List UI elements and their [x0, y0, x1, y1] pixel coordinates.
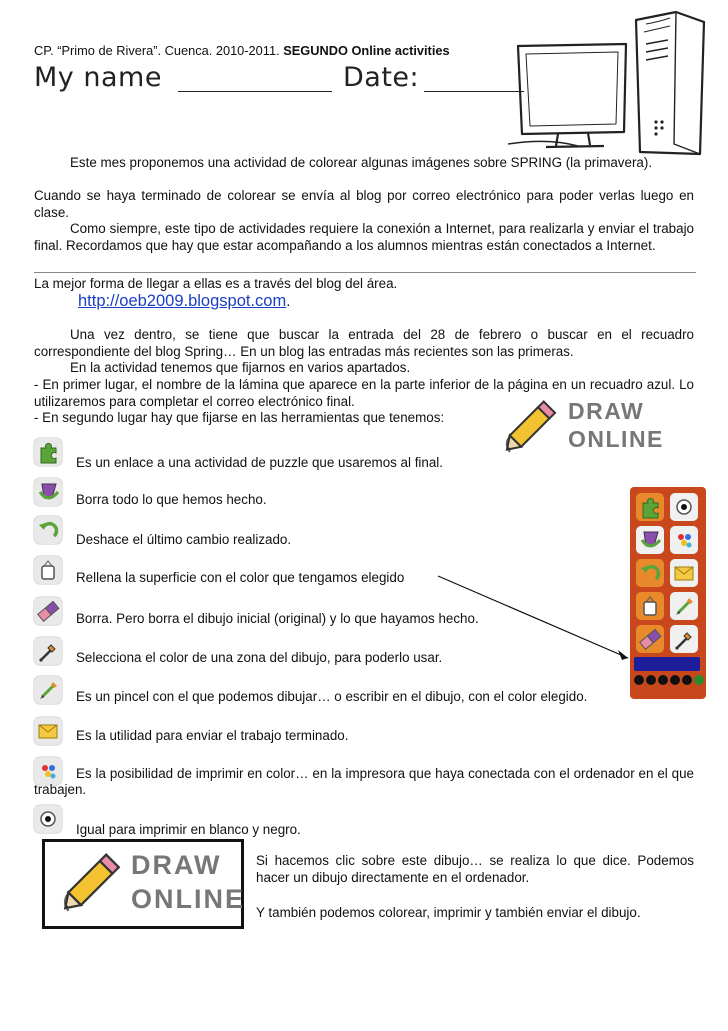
- access-text: La mejor forma de llegar a ellas es a través del blog del área.: [34, 276, 398, 291]
- intro-paragraph-1: Este mes proponemos una actividad de colorear algunas imágenes sobre SPRING (la primavera).: [70, 155, 653, 170]
- intro-paragraph-2: Cuando se haya terminado de colorear se envía al blog por correo electrónico para poder verlas luego en clase.: [34, 188, 694, 220]
- school-info: CP. “Primo de Rivera”. Cuenca. 2010-2011.: [34, 43, 280, 58]
- date-label: Date:: [343, 62, 420, 93]
- name-line: [178, 91, 332, 92]
- page-header: [34, 43, 450, 60]
- tool-description: Selecciona el color de una zona del dibujo, para poderlo usar.: [76, 650, 443, 665]
- brush-icon: [34, 676, 62, 704]
- activity-title: SEGUNDO Online activities: [283, 43, 450, 58]
- undo-icon: [34, 516, 62, 544]
- tool-description: Borra. Pero borra el dibujo inicial (original) y lo que hayamos hecho.: [76, 611, 479, 626]
- instructions-paragraph-1: Una vez dentro, se tiene que buscar la entrada del 28 de febrero o buscar en el recuadro correspondiente del blog Spring… En un blog las entradas más recientes son las primeras.: [34, 327, 694, 359]
- panel-eraser-icon[interactable]: [636, 625, 664, 653]
- instructions-paragraph-2: En la actividad tenemos que fijarnos en varios apartados.: [70, 360, 411, 375]
- panel-fill-bucket-icon[interactable]: [636, 592, 664, 620]
- computer-icon: [508, 4, 708, 156]
- panel-mail-icon[interactable]: [670, 559, 698, 587]
- tool-description: Rellena la superficie con el color que tengamos elegido: [76, 570, 405, 585]
- panel-puzzle-icon[interactable]: [636, 493, 664, 521]
- palette-bar: [634, 657, 700, 671]
- panel-bw-print-icon[interactable]: [670, 493, 698, 521]
- mail-icon: [34, 717, 62, 745]
- eraser-icon: [34, 597, 62, 625]
- tool-description: Borra todo lo que hemos hecho.: [76, 492, 267, 507]
- big-pencil-icon: [49, 844, 135, 922]
- intro-paragraph-3: Como siempre, este tipo de actividades requiere la conexión a Internet, para realizarla y enviar el trabajo final. Recordamos que hay que estar acompañando a los alumnos mientras están conectados a Internet.: [34, 221, 694, 253]
- logo-online-text: ONLINE: [568, 426, 664, 452]
- tool-description: Es la posibilidad de imprimir en color… en la impresora que haya conectada con el ordenador en el que trabajen.: [34, 766, 694, 797]
- panel-clear-all-icon[interactable]: [636, 526, 664, 554]
- puzzle-icon: [34, 438, 62, 466]
- panel-eyedropper-icon[interactable]: [670, 625, 698, 653]
- tool-description: Deshace el último cambio realizado.: [76, 532, 292, 547]
- color-swatches[interactable]: [634, 675, 706, 689]
- draw-online-big-logo[interactable]: [42, 839, 244, 929]
- tool-description: Es un enlace a una actividad de puzzle que usaremos al final.: [76, 455, 443, 470]
- logo-draw-text: DRAW: [568, 398, 645, 424]
- draw-online-logo[interactable]: [496, 392, 678, 462]
- big-logo-online-text: ONLINE: [131, 884, 246, 914]
- footer-paragraph-1: Si hacemos clic sobre este dibujo… se realiza lo que dice. Podemos hacer un dibujo directamente en el ordenador.: [256, 853, 694, 885]
- blog-link[interactable]: http://oeb2009.blogspot.com: [78, 292, 287, 310]
- fill-bucket-icon: [34, 556, 62, 584]
- bw-print-icon: [34, 805, 62, 833]
- tool-panel: [630, 487, 706, 699]
- pointer-arrow: [436, 574, 636, 664]
- big-logo-draw-text: DRAW: [131, 850, 222, 880]
- name-label: My name: [34, 62, 162, 93]
- pencil-icon: [496, 392, 566, 462]
- footer-paragraph-2: Y también podemos colorear, imprimir y también enviar el dibujo.: [256, 905, 641, 920]
- divider: [34, 272, 696, 273]
- tool-description: Es un pincel con el que podemos dibujar… o escribir en el dibujo, con el color elegido.: [76, 689, 588, 704]
- tool-description: Igual para imprimir en blanco y negro.: [76, 822, 301, 837]
- link-suffix: .: [286, 293, 291, 310]
- eyedropper-icon: [34, 637, 62, 665]
- panel-undo-icon[interactable]: [636, 559, 664, 587]
- blog-link-row: [78, 292, 290, 311]
- instructions-paragraph-4: - En segundo lugar hay que fijarse en las herramientas que tenemos:: [34, 410, 445, 425]
- instructions-paragraph-3: - En primer lugar, el nombre de la lámina que aparece en la parte inferior de la página en un recuadro azul. Lo utilizaremos para completar el correo electrónico final.: [34, 377, 694, 409]
- clear-all-icon: [34, 478, 62, 506]
- panel-color-print-icon[interactable]: [670, 526, 698, 554]
- panel-brush-icon[interactable]: [670, 592, 698, 620]
- tool-description: Es la utilidad para enviar el trabajo terminado.: [76, 728, 349, 743]
